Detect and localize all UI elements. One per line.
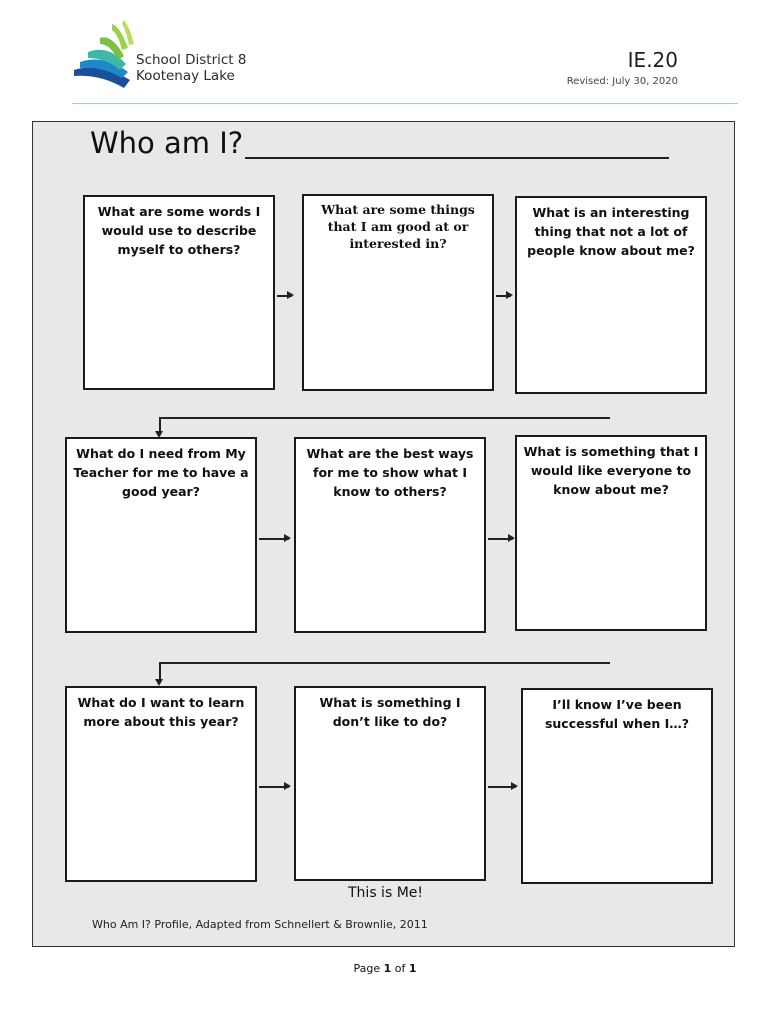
question-box-1[interactable]: What are some words I would use to describe myself to others? (83, 195, 275, 390)
page-prefix: Page (353, 962, 381, 975)
source-credit: Who Am I? Profile, Adapted from Schnellert & Brownlie, 2011 (92, 918, 428, 931)
page-current: 1 (383, 962, 392, 975)
question-box-3[interactable]: What is an interesting thing that not a lot of people know about me? (515, 196, 707, 394)
page-of: of (394, 962, 406, 975)
question-box-7[interactable]: What do I want to learn more about this year? (65, 686, 257, 882)
question-box-9[interactable]: I’ll know I’ve been successful when I…? (521, 688, 713, 884)
page-total: 1 (408, 962, 417, 975)
question-box-8[interactable]: What is something I don’t like to do? (294, 686, 486, 881)
header-divider (72, 103, 738, 104)
question-box-6[interactable]: What is something that I would like everyone to know about me? (515, 435, 707, 631)
document-number: IE.20 (627, 48, 678, 72)
org-line-2: Kootenay Lake (136, 68, 235, 84)
arrow-right (488, 786, 516, 788)
name-blank-line (245, 157, 669, 159)
organization-name (136, 52, 246, 84)
this-is-me-caption: This is Me! (348, 885, 423, 901)
page-title: Who am I? (90, 126, 244, 160)
page-number (0, 962, 770, 975)
connector-line (159, 417, 610, 419)
district-logo (72, 18, 142, 92)
question-box-5[interactable]: What are the best ways for me to show what I know to others? (294, 437, 486, 633)
revised-date: Revised: July 30, 2020 (566, 76, 678, 87)
arrow-right (496, 295, 511, 297)
arrow-right (277, 295, 292, 297)
org-line-1: School District 8 (136, 52, 247, 68)
arrow-right (259, 786, 289, 788)
question-box-4[interactable]: What do I need from My Teacher for me to have a good year? (65, 437, 257, 633)
arrow-right (488, 538, 513, 540)
arrow-down (159, 662, 161, 683)
question-box-2[interactable]: What are some things that I am good at or interested in? (302, 194, 494, 391)
arrow-right (259, 538, 289, 540)
arrow-down (159, 417, 161, 435)
connector-line (159, 662, 610, 664)
